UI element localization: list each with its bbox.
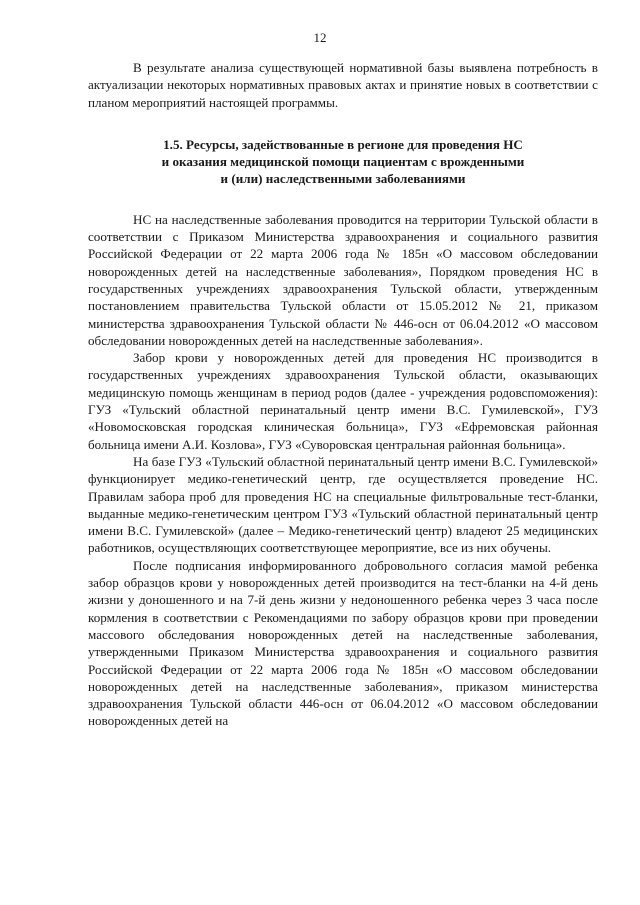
intro-paragraph: В результате анализа существующей нормативной базы выявлена потребность в актуализации некоторых нормативных правовых актах и принятие новых в соответствии с планом мероприятий настоящей программы. [88,60,598,110]
section-heading-line-3: и (или) наследственными заболеваниями [220,171,466,187]
page-number: 12 [313,30,327,45]
paragraph-sampling-procedure: После подписания информированного добровольного согласия мамой ребенка забор образцов крови у новорожденных детей производится на тест-бланки на 4-й день жизни у доношенного и на 7-й день жизни у недоношенного ребенка через 3 часа после кормления в соответствии с Рекомендациями по забору образцов крови при проведении массового обследования новорожденных детей на наследственные заболевания, утвержденными Приказом Министерства здравоохранения и социального развития Российской Федерации от 22 марта 2006 года № 185н «О массовом обследовании новорожденных детей на наследственные заболевания», приказом министерства здравоохранения Тульской области 446-осн от 06.04.2012 «О массовом обследовании новорожденных детей на [88,557,598,729]
section-heading-line-1: 1.5. Ресурсы, задействованные в регионе для проведения НС [163,136,523,152]
paragraph-genetic-center: На базе ГУЗ «Тульский областной перинатальный центр имени В.С. Гумилевской» функционирует медико-генетический центр, где осуществляется проведение НС. Правилам забора проб для проведения НС на специальные фильтровальные тест-бланки, выданные медико-генетическим центром ГУЗ «Тульский областной перинатальный центр имени В.С. Гумилевской» (далее – Медико-генетический центр) владеют 25 медицинских работников, осуществляющих соответствующее мероприятие, все из них обучены. [88,453,598,556]
section-heading [88,136,598,188]
section-heading-line-2: и оказания медицинской помощи пациентам с врожденными [161,154,525,170]
paragraph-legal-basis: НС на наследственные заболевания проводится на территории Тульской области в соответствии с Приказом Министерства здравоохранения и социального развития Российской Федерации от 22 марта 2006 года № 185н «О массовом обследовании новорожденных детей на наследственные заболевания», Порядком проведения НС в государственных учреждениях здравоохранения Тульской области, утвержденным постановлением правительства Тульской области от 15.05.2012 № 21, приказом министерства здравоохранения Тульской области № 446-осн от 06.04.2012 «О массовом обследовании новорожденных детей на наследственные заболевания». [88,211,598,348]
paragraph-blood-sampling: Забор крови у новорожденных детей для проведения НС производится в государственных учреждениях здравоохранения Тульской области, оказывающих медицинскую помощь женщинам в период родов (далее - учреждения родовспоможения): ГУЗ «Тульский областной перинатальный центр имени В.С. Гумилевской», ГУЗ «Новомосковская городская клиническая больница», ГУЗ «Ефремовская районная больница имени А.И. Козлова», ГУЗ «Суворовская центральная районная больница». [88,350,598,452]
document-body [88,59,598,730]
